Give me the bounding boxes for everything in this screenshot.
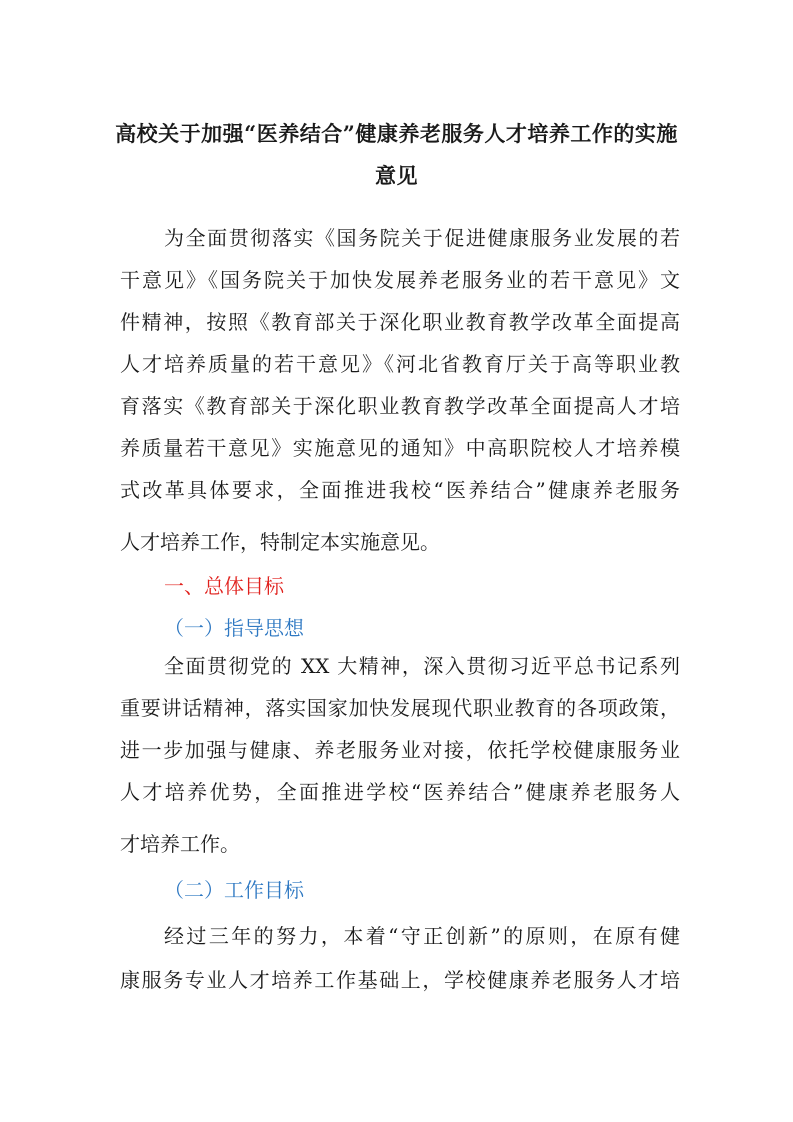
body-line: 人才培养优势，全面推进学校“医养结合”健康养老服务人	[120, 780, 680, 804]
body-line: 康服务专业人才培养工作基础上，学校健康养老服务人才培	[120, 968, 680, 992]
body-line: 才培养工作。	[120, 832, 240, 856]
subsection-heading: （一）指导思想	[164, 616, 304, 640]
intro-line: 养质量若干意见》实施意见的通知》中高职院校人才培养模	[120, 436, 680, 460]
section-heading: 一、总体目标	[164, 574, 284, 598]
body-line: 进一步加强与健康、养老服务业对接，依托学校健康服务业	[120, 738, 680, 762]
intro-line: 为全面贯彻落实《国务院关于促进健康服务业发展的若	[164, 226, 680, 250]
body-line: 经过三年的努力，本着“守正创新”的原则，在原有健	[164, 924, 680, 948]
document-title-line-1: 高校关于加强“医养结合”健康养老服务人才培养工作的实施	[115, 121, 678, 146]
subsection-heading: （二）工作目标	[164, 878, 304, 902]
document-title-line-2: 意见	[375, 163, 418, 188]
intro-line: 件精神，按照《教育部关于深化职业教育教学改革全面提高	[120, 310, 680, 334]
intro-line: 干意见》《国务院关于加快发展养老服务业的若干意见》文	[120, 268, 680, 292]
intro-line: 式改革具体要求，全面推进我校“医养结合”健康养老服务	[120, 478, 680, 502]
intro-line: 人才培养质量的若干意见》《河北省教育厅关于高等职业教	[120, 352, 680, 376]
body-line: 重要讲话精神，落实国家加快发展现代职业教育的各项政策，	[120, 696, 680, 720]
body-line: 全面贯彻党的 XX 大精神，深入贯彻习近平总书记系列	[164, 654, 680, 678]
intro-line: 育落实《教育部关于深化职业教育教学改革全面提高人才培	[120, 394, 680, 418]
intro-line: 人才培养工作，特制定本实施意见。	[120, 530, 440, 554]
